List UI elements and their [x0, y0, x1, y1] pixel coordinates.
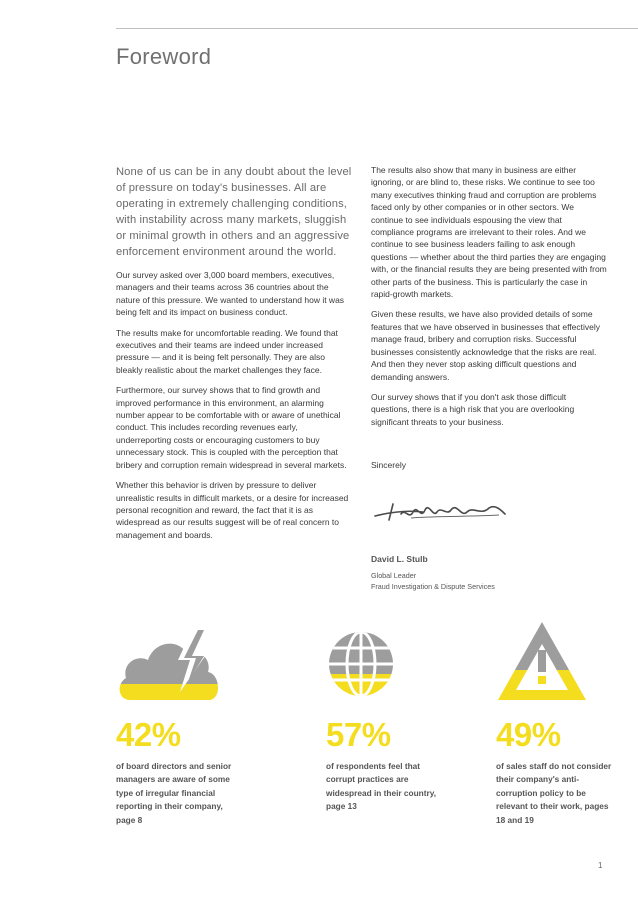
- left-column: [116, 164, 352, 549]
- body-paragraph: Our survey asked over 3,000 board members, executives, managers and their teams across 36 countries about the nature of this pressure. We wanted to understand how it was being felt and its impact on business conduct.: [116, 270, 345, 318]
- body-paragraph: The results make for uncomfortable reading. We found that executives and their teams are indeed under increased pressure — and it is being felt personally. They are also bleakly realistic about the market challenges they face.: [116, 327, 338, 375]
- closing-text: Sincerely: [371, 460, 406, 470]
- globe-icon: [326, 612, 398, 712]
- stat-value: 57%: [326, 716, 391, 753]
- signer-title: [371, 570, 611, 592]
- warning-triangle-icon: [496, 612, 596, 712]
- signer-title-line: Global Leader: [371, 571, 417, 580]
- handwritten-signature: [371, 490, 511, 530]
- signer-title-line: Fraud Investigation & Dispute Services: [371, 582, 495, 591]
- intro-paragraph: None of us can be in any doubt about the level of pressure on today's businesses. All are operating in extremely challenging conditions, with instability across many markets, sluggish or minimal growth in others and an aggressive enforcement environment around the world.: [116, 166, 352, 258]
- stat-description: of board directors and senior managers are aware of some type of irregular financial reporting in their company, page 8: [116, 761, 232, 825]
- title-rule: [116, 28, 638, 29]
- body-paragraph: Our survey shows that if you don't ask those difficult questions, there is a high risk that you are overlooking significant threats to your business.: [371, 391, 575, 427]
- signoff-block: [371, 460, 611, 591]
- signer-name: David L. Stulb: [371, 554, 428, 564]
- body-paragraph: Furthermore, our survey shows that to find growth and improved performance in this environment, an alarming number appear to be comfortable with or aware of unethical conduct. This includes recording revenues early, underreporting costs or encouraging customers to buy unnecessary stock. This is coupled with the perception that bribery and corruption remain widespread in several markets.: [116, 385, 347, 470]
- page-number: 1: [598, 861, 603, 870]
- right-column: [371, 164, 607, 436]
- stat-value: 42%: [116, 716, 181, 753]
- storm-cloud-icon: [116, 612, 232, 712]
- body-paragraph: Whether this behavior is driven by pressure to deliver unrealistic results in difficult markets, or a desire for increased personal recognition and reward, the fact that it is as widespread as our results suggest will be of real concern to management and boards.: [116, 480, 349, 540]
- stat-description: of sales staff do not consider their company's anti-corruption policy to be relevant to their work, pages 18 and 19: [496, 761, 612, 825]
- stat-value: 49%: [496, 716, 561, 753]
- body-paragraph: Given these results, we have also provided details of some features that we have observed in businesses that effectively manage fraud, bribery and corruption risks. Successful businesses consistently acknowledge that the risks are real. And then they never stop asking difficult questions and demanding answers.: [371, 309, 601, 382]
- body-paragraph: The results also show that many in business are either ignoring, or are blind to, these risks. We continue to see too many executives thinking fraud and corruption are problems faced only by other companies or in other sectors. We continue to see individuals espousing the view that compliance programs are irrelevant to their roles. And we continue to see business leaders failing to ask enough questions — whether about the third parties they are engaging with, or the financial results they are being presented with from other parts of the business. This is particularly the case in rapid-growth markets.: [371, 165, 607, 300]
- stat-description: of respondents feel that corrupt practices are widespread in their country, page 13: [326, 761, 437, 812]
- page-title: Foreword: [116, 44, 212, 69]
